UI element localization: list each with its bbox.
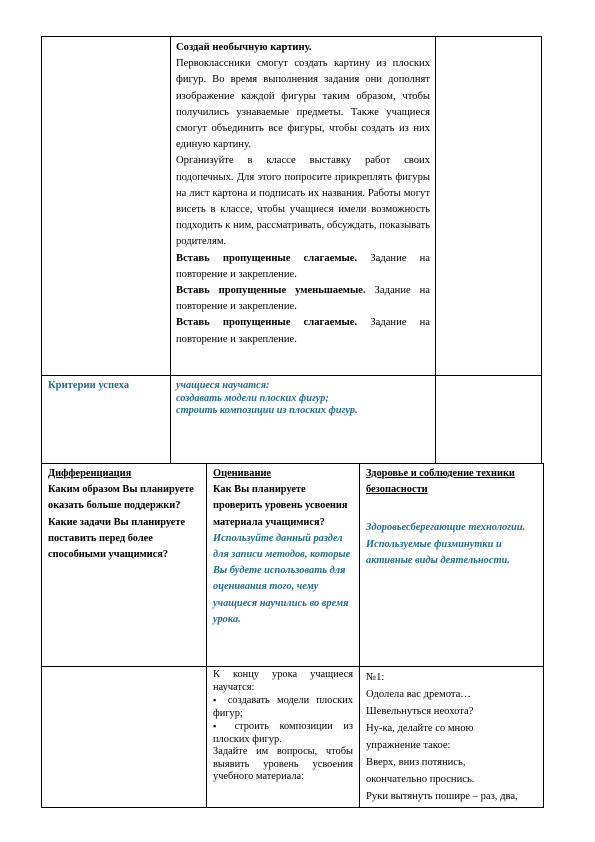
- exercise-line: Ну-ка, делайте со мною: [366, 723, 474, 734]
- exercise-line: Вверх, вниз потянись,: [366, 757, 466, 768]
- criteria-line: создавать модели плоских фигур;: [176, 392, 329, 404]
- evaluation-hint: Используйте данный раздел для записи методов, которые Вы будете использовать для оценивания того, чему учащиеся научились во время урока.: [213, 532, 351, 625]
- criteria-label-cell: [42, 376, 171, 464]
- health-title: Здоровье и соблюдение техники безопасности: [366, 468, 515, 496]
- exercise-line: Одолела вас дремота…: [366, 689, 471, 700]
- health-header-cell: [360, 464, 544, 667]
- task-paragraph-2: Организуйте в классе выставку работ своих подопечных. Для этого попросите прикреплять фигуры на лист картона и подписать их названия. Работы могут висеть в классе, чтобы учащиеся имели возможность подходить к ним, рассматривать, обсуждать, показывать родителям.: [176, 155, 430, 248]
- exercise-line: упражнение такое:: [366, 740, 451, 751]
- health-hint: Здоровьесберегающие технологии. Используемые физминутки и активные виды деятельности.: [366, 522, 526, 566]
- upper-table: [41, 36, 542, 464]
- differentiation-title: Дифференциация: [48, 468, 132, 479]
- empty-left-cell: [42, 37, 171, 376]
- exercise-cell: [360, 667, 544, 808]
- evaluation-title: Оценивание: [213, 468, 272, 479]
- evaluation-intro: К концу урока учащиеся научатся:: [213, 669, 353, 693]
- differentiation-header-cell: [42, 464, 207, 667]
- evaluation-question: Как Вы планируете проверить уровень усвоения материала учащимися?: [213, 484, 348, 528]
- criteria-row: [42, 376, 542, 464]
- differentiation-content-cell: [42, 667, 207, 808]
- task-item-2: Вставь пропущенные уменьшаемые. Задание на повторение и закрепление.: [176, 285, 430, 313]
- criteria-content-cell: [171, 376, 436, 464]
- task-item-1: Вставь пропущенные слагаемые. Задание на повторение и закрепление.: [176, 252, 430, 280]
- exercise-line: №1:: [366, 672, 385, 683]
- task-cell: [171, 37, 436, 376]
- criteria-label: Критерии успеха: [48, 380, 130, 391]
- evaluation-header-cell: [207, 464, 360, 667]
- criteria-line: строить композиции из плоских фигур.: [176, 405, 358, 416]
- evaluation-outro: Задайте им вопросы, чтобы выявить уровень усвоения учебного материала:: [213, 746, 353, 782]
- exercise-line: Шевельнуться неохота?: [366, 706, 474, 717]
- task-row: [42, 37, 542, 376]
- header-row: [42, 464, 544, 667]
- evaluation-item: ▪ создавать модели плоских фигур;: [213, 694, 353, 720]
- evaluation-item: ▪ строить композиции из плоских фигур.: [213, 720, 353, 746]
- differentiation-question: Каким образом Вы планируете оказать больше поддержки? Какие задачи Вы планируете поставить перед более способными учащимися?: [48, 484, 194, 561]
- exercise-line: окончательно проснись.: [366, 774, 475, 785]
- exercise-line: Руки вытянуть пошире – раз, два,: [366, 791, 518, 802]
- lower-table: [41, 463, 544, 808]
- evaluation-content-cell: [207, 667, 360, 808]
- content-row: [42, 667, 544, 808]
- task-item-3: Вставь пропущенные слагаемые. Задание на повторение и закрепление.: [176, 317, 430, 345]
- task-paragraph-1: Первоклассники смогут создать картину из плоских фигур. Во время выполнения задания они дополнят изображение каждой фигуры таким образом, чтобы получились узнаваемые предметы. Также учащиеся смогут объединить все фигуры, чтобы создать из них единую картину.: [176, 58, 430, 151]
- empty-right-cell: [436, 37, 542, 376]
- criteria-empty-cell: [436, 376, 542, 464]
- task-title: Создай необычную картину.: [176, 42, 312, 53]
- criteria-line: учащиеся научатся:: [176, 380, 270, 391]
